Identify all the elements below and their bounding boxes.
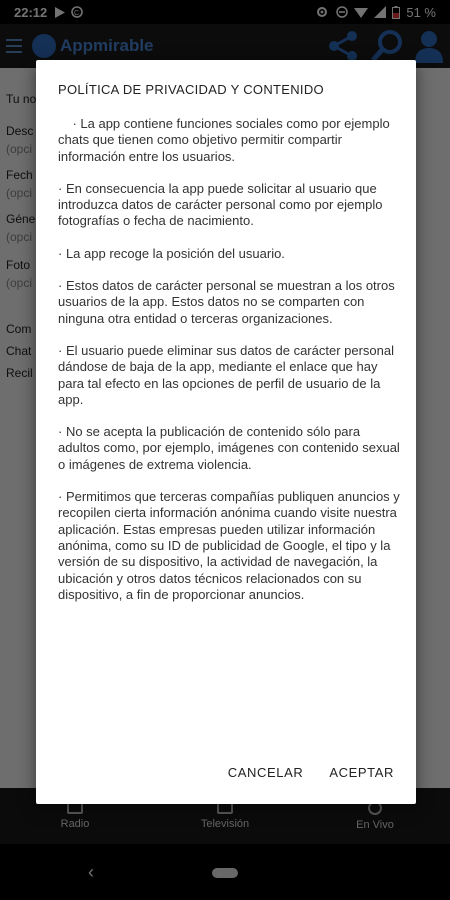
policy-paragraph: · Permitimos que terceras compañías publiquen anuncios y recopilen cierta información anónima cuando visite nuestra aplicación. Estas empresas pueden utilizar información anónima, como su ID de publicidad de Google, el tipo y la versión de su dispositivo, la actividad de navegación, la ubicación y otros datos técnicos relacionados con su dispositivo, a fin de proporcionar anuncios. [58,489,400,602]
policy-paragraph: · La app contiene funciones sociales como por ejemplo chats que tienen como objetivo permitir compartir información entre los usuarios. [58,116,394,164]
policy-paragraph: · No se acepta la publicación de contenido sólo para adultos como, por ejemplo, imágenes con contenido sexual o imágenes de extrema violencia. [58,424,400,472]
accept-button[interactable]: ACEPTAR [329,765,394,780]
policy-paragraph: · La app recoge la posición del usuario. [58,245,285,261]
policy-paragraph: · Estos datos de carácter personal se muestran a los otros usuarios de la app. Estos datos no se comparten con ninguna otra entidad o terceras organizaciones. [58,278,395,326]
dialog-actions [226,761,396,784]
dialog-body [58,116,403,619]
privacy-policy-dialog [36,60,416,804]
policy-paragraph: · En consecuencia la app puede solicitar al usuario que introduzca datos de carácter personal como por ejemplo fotografías o fecha de nacimiento. [58,180,383,229]
cancel-button[interactable]: CANCELAR [227,765,304,780]
dialog-title: POLÍTICA DE PRIVACIDAD Y CONTENIDO [58,82,324,97]
policy-paragraph: · El usuario puede eliminar sus datos de carácter personal dándose de baja de la app, mediante el enlace que hay para tal efecto en las opciones de perfil de usuario de la app. [58,342,395,407]
